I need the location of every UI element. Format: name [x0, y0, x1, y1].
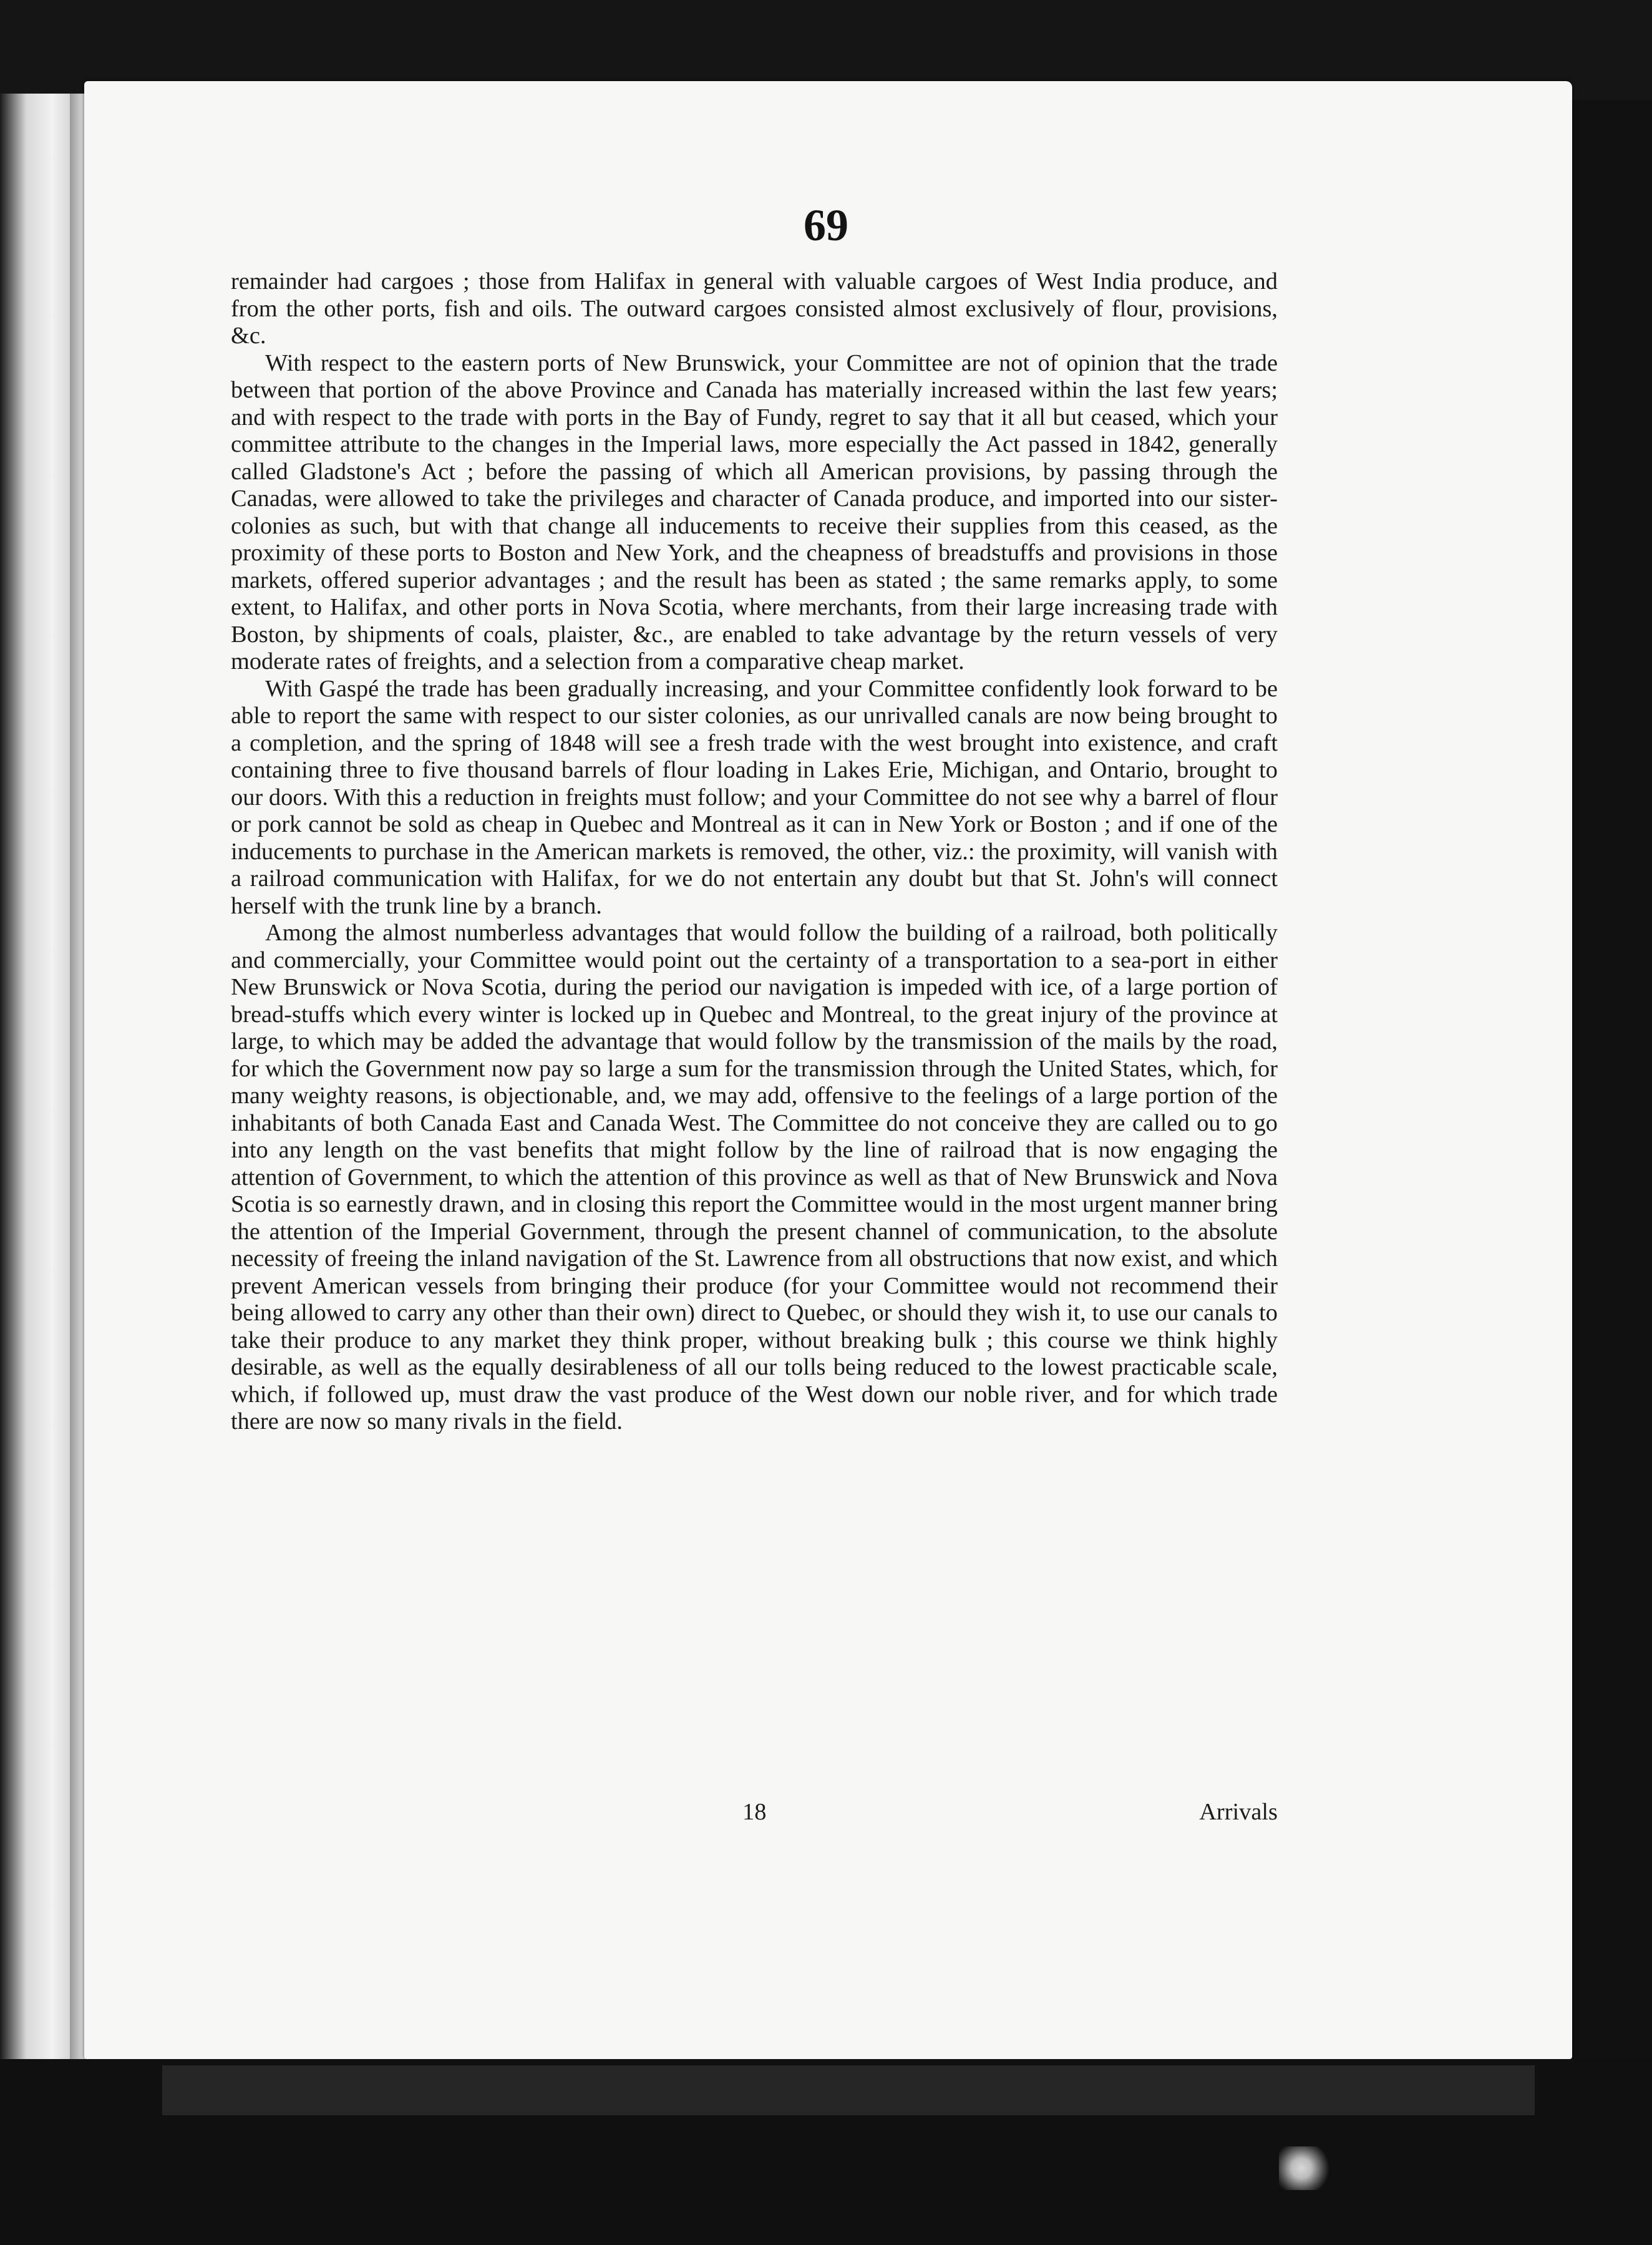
- paragraph-continuation: remainder had cargoes ; those from Halifax in general with valuable cargoes of West India produce, and from the other ports, fish and oils. The outward cargoes consisted almost exclusively of flour, provisions, &c.: [231, 268, 1278, 349]
- paragraph-new-brunswick: With respect to the eastern ports of New Brunswick, your Committee are not of opinion that the trade between that portion of the above Province and Canada has materially increased within the last few years; and with respect to the trade with ports in the Bay of Fundy, regret to say that it all but ceased, which your committee attribute to the changes in the Imperial laws, more especially the Act passed in 1842, generally called Gladstone's Act ; before the passing of which all American provisions, by passing through the Canadas, were allowed to take the privileges and character of Canada produce, and imported into our sister-colonies as such, but with that change all inducements to receive their supplies from this ceased, as the proximity of these ports to Boston and New York, and the cheapness of breadstuffs and provisions in those markets, offered superior advantages ; and the result has been as stated ; the same remarks apply, to some extent, to Halifax, and other ports in Nova Scotia, where merchants, from their large increasing trade with Boston, by shipments of coals, plaister, &c., are enabled to take advantage by the return vessels of very moderate rates of freights, and a selection from a comparative cheap market.: [231, 349, 1278, 674]
- signature-mark: 18: [742, 1799, 767, 1825]
- scan-bottom-band: [162, 2065, 1535, 2115]
- adjacent-page-edge: [0, 94, 75, 2065]
- catchword: Arrivals: [1199, 1799, 1278, 1825]
- body-text: [231, 268, 1278, 1436]
- page-footer: [231, 1798, 1278, 1826]
- paragraph-railroad: Among the almost numberless advantages that would follow the building of a railroad, both politically and commercially, your Committee would point out the certainty of a transportation to a sea-port in either New Brunswick or Nova Scotia, during the period our navigation is impeded with ice, of a large portion of bread-stuffs which every winter is locked up in Quebec and Montreal, to the great injury of the province at large, to which may be added the advantage that would follow by the transmission of the mails by the road, for which the Government now pay so large a sum for the transmission through the United States, which, for many weighty reasons, is objectionable, and, we may add, offensive to the feelings of a large portion of the inhabitants of both Canada East and Canada West. The Committee do not conceive they are called ou to go into any length on the vast benefits that might follow by the line of railroad that is now engaging the attention of Government, to which the attention of this province as well as that of New Brunswick and Nova Scotia is so earnestly drawn, and in closing this report the Committee would in the most urgent manner bring the attention of the Imperial Government, through the present channel of communication, to the absolute necessity of freeing the inland navigation of the St. Lawrence from all obstructions that now exist, and which prevent American vessels from bringing their produce (for your Committee would not recommend their being allowed to carry any other than their own) direct to Quebec, or should they wish it, to use our canals to take their produce to any market they think proper, without breaking bulk ; this course we think highly desirable, as well as the equally desirableness of all our tolls being reduced to the lowest practicable scale, which, if followed up, must draw the vast produce of the West down our noble river, and for which trade there are now so many rivals in the field.: [231, 920, 1278, 1434]
- page-number: 69: [804, 200, 848, 250]
- paper-debris: [1279, 2146, 1335, 2190]
- paragraph-gaspe: With Gaspé the trade has been gradually increasing, and your Committee confidently look forward to be able to report the same with respect to our sister colonies, as our unrivalled canals are now being brought to a completion, and the spring of 1848 will see a fresh trade with the west brought into existence, and craft containing three to five thousand barrels of flour loading in Lakes Erie, Michigan, and Ontario, brought to our doors. With this a reduction in freights must follow; and your Committee do not see why a barrel of flour or pork cannot be sold as cheap in Quebec and Montreal as it can in New York or Boston ; and if one of the inducements to purchase in the American markets is removed, the other, viz.: the proximity, will vanish with a railroad communication with Halifax, for we do not entertain any doubt but that St. John's will connect herself with the trunk line by a branch.: [231, 675, 1278, 919]
